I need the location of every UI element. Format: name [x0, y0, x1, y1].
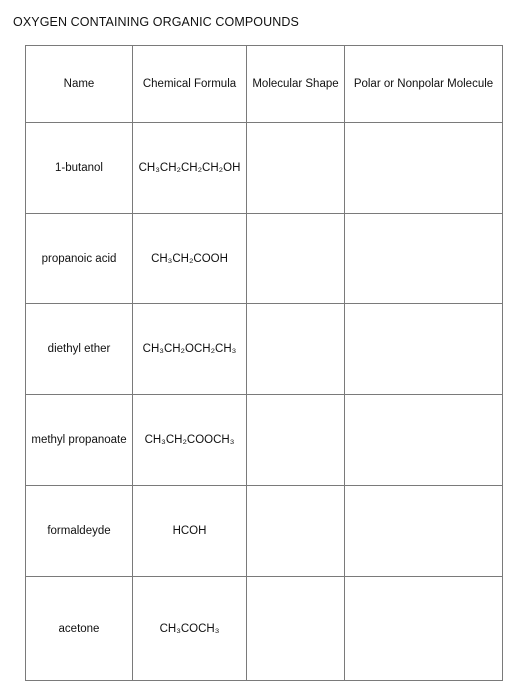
compounds-table: [25, 45, 503, 681]
polarity-cell[interactable]: [345, 486, 503, 577]
polarity-cell[interactable]: [345, 304, 503, 395]
header-chemical-formula: Chemical Formula: [133, 46, 247, 123]
polarity-cell[interactable]: [345, 395, 503, 486]
compound-name: diethyl ether: [26, 304, 133, 395]
table-row: [26, 577, 503, 681]
table-row: [26, 395, 503, 486]
chemical-formula: CH₃CH₂OCH₂CH₃: [133, 304, 247, 395]
molecular-shape-cell[interactable]: [247, 304, 345, 395]
compound-name: 1-butanol: [26, 123, 133, 214]
compound-name: propanoic acid: [26, 214, 133, 304]
page-title: OXYGEN CONTAINING ORGANIC COMPOUNDS: [13, 15, 299, 29]
header-polarity: Polar or Nonpolar Molecule: [345, 46, 503, 123]
compound-name: methyl propanoate: [26, 395, 133, 486]
molecular-shape-cell[interactable]: [247, 214, 345, 304]
chemical-formula: HCOH: [133, 486, 247, 577]
chemical-formula: CH₃CH₂COOCH₃: [133, 395, 247, 486]
chemical-formula: CH₃COCH₃: [133, 577, 247, 681]
table-header-row: [26, 46, 503, 123]
table-row: [26, 304, 503, 395]
molecular-shape-cell[interactable]: [247, 577, 345, 681]
chemical-formula: CH₃CH₂COOH: [133, 214, 247, 304]
table-row: [26, 123, 503, 214]
polarity-cell[interactable]: [345, 123, 503, 214]
molecular-shape-cell[interactable]: [247, 486, 345, 577]
molecular-shape-cell[interactable]: [247, 123, 345, 214]
compound-name: acetone: [26, 577, 133, 681]
polarity-cell[interactable]: [345, 214, 503, 304]
compound-name: formaldeyde: [26, 486, 133, 577]
table-row: [26, 486, 503, 577]
table-row: [26, 214, 503, 304]
header-name: Name: [26, 46, 133, 123]
molecular-shape-cell[interactable]: [247, 395, 345, 486]
polarity-cell[interactable]: [345, 577, 503, 681]
header-molecular-shape: Molecular Shape: [247, 46, 345, 123]
chemical-formula: CH₃CH₂CH₂CH₂OH: [133, 123, 247, 214]
